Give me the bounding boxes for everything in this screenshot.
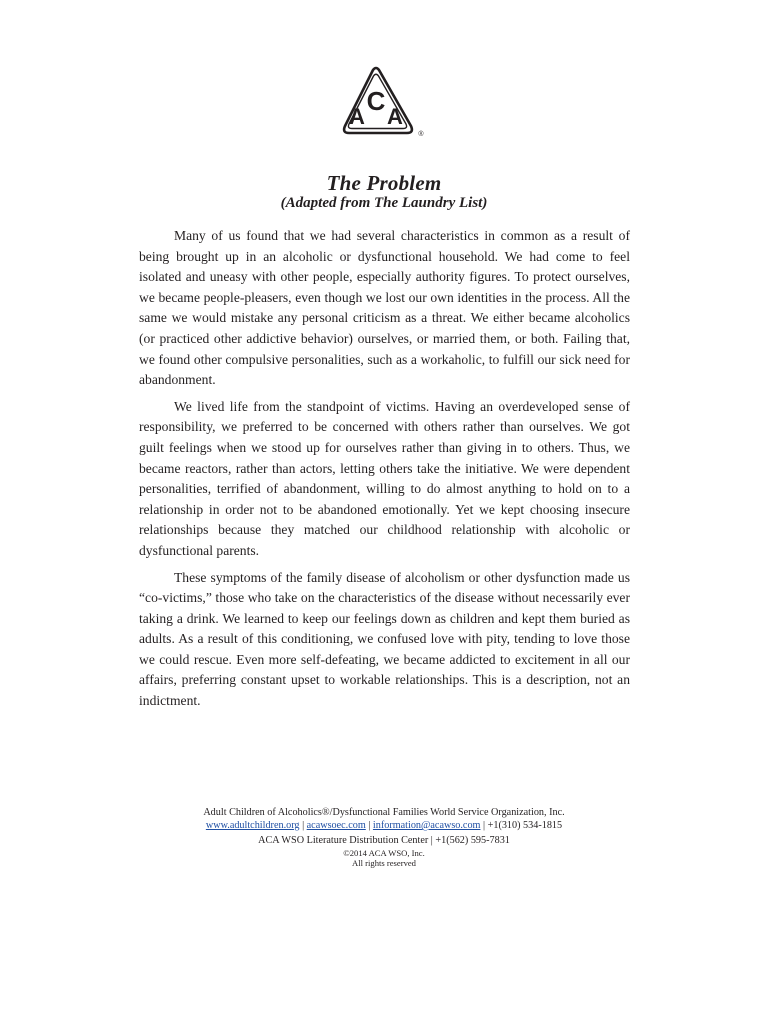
body-text [139,226,630,718]
separator: | [483,820,486,831]
store-link[interactable]: acawsoec.com [306,820,366,831]
footer-organization: Adult Children of Alcoholics®/Dysfunctional Families World Service Organization, Inc. [203,807,565,818]
page-subtitle: (Adapted from The Laundry List) [280,195,488,211]
footer-rights: All rights reserved [352,857,416,868]
footer-phone: +1(310) 534-1815 [487,820,563,831]
page-title: The Problem [326,171,442,195]
footer-links [0,819,768,832]
aca-logo [341,66,427,140]
website-link[interactable]: www.adultchildren.org [205,820,300,831]
footer-distribution: ACA WSO Literature Distribution Center | +1(562) 595-7831 [258,835,510,846]
logo-letter-a-right: A [387,104,403,129]
logo-letter-a-left: A [349,104,365,129]
registered-mark: ® [418,131,424,138]
separator: | [302,820,305,831]
paragraph-1: Many of us found that we had several characteristics in common as a result of being brought up in an alcoholic or dysfunctional household. We had come to feel isolated and uneasy with other people, especially authority figures. To protect ourselves, we became people-pleasers, even though we lost our own identities in the process. All the same we would mistake any personal criticism as a threat. We either became alcoholics (or practiced other addictive behavior) ourselves, or married them, or both. Failing that, we found other compulsive personalities, such as a workaholic, to fulfill our sick need for abandonment. [139,228,630,388]
paragraph-3: These symptoms of the family disease of alcoholism or other dysfunction made us “co-victims,” those who take on the characteristics of the disease without necessarily ever taking a drink. We learned to keep our feelings down as children and kept them buried as adults. As a result of this conditioning, we confused love with pity, tending to love those we could rescue. Even more self-defeating, we became addicted to excitement in all our affairs, preferring constant upset to workable relationships. This is a description, not an indictment. [139,569,630,709]
footer-copyright: ©2014 ACA WSO, Inc. [343,848,425,858]
email-link[interactable]: information@acawso.com [372,820,481,831]
separator: | [368,820,371,831]
paragraph-2: We lived life from the standpoint of victims. Having an overdeveloped sense of responsibility, we preferred to be concerned with others rather than ourselves. We got guilt feelings when we stood up for ourselves rather than giving in to others. Thus, we became reactors, rather than actors, letting others take the initiative. We were dependent personalities, terrified of abandonment, willing to do almost anything to hold on to a relationship in order not to be abandoned emotionally. Yet we kept choosing insecure relationships because they matched our childhood relationship with alcoholic or dysfunctional parents. [139,398,630,558]
logo-letter-c: C [366,86,386,116]
footer [0,806,768,868]
